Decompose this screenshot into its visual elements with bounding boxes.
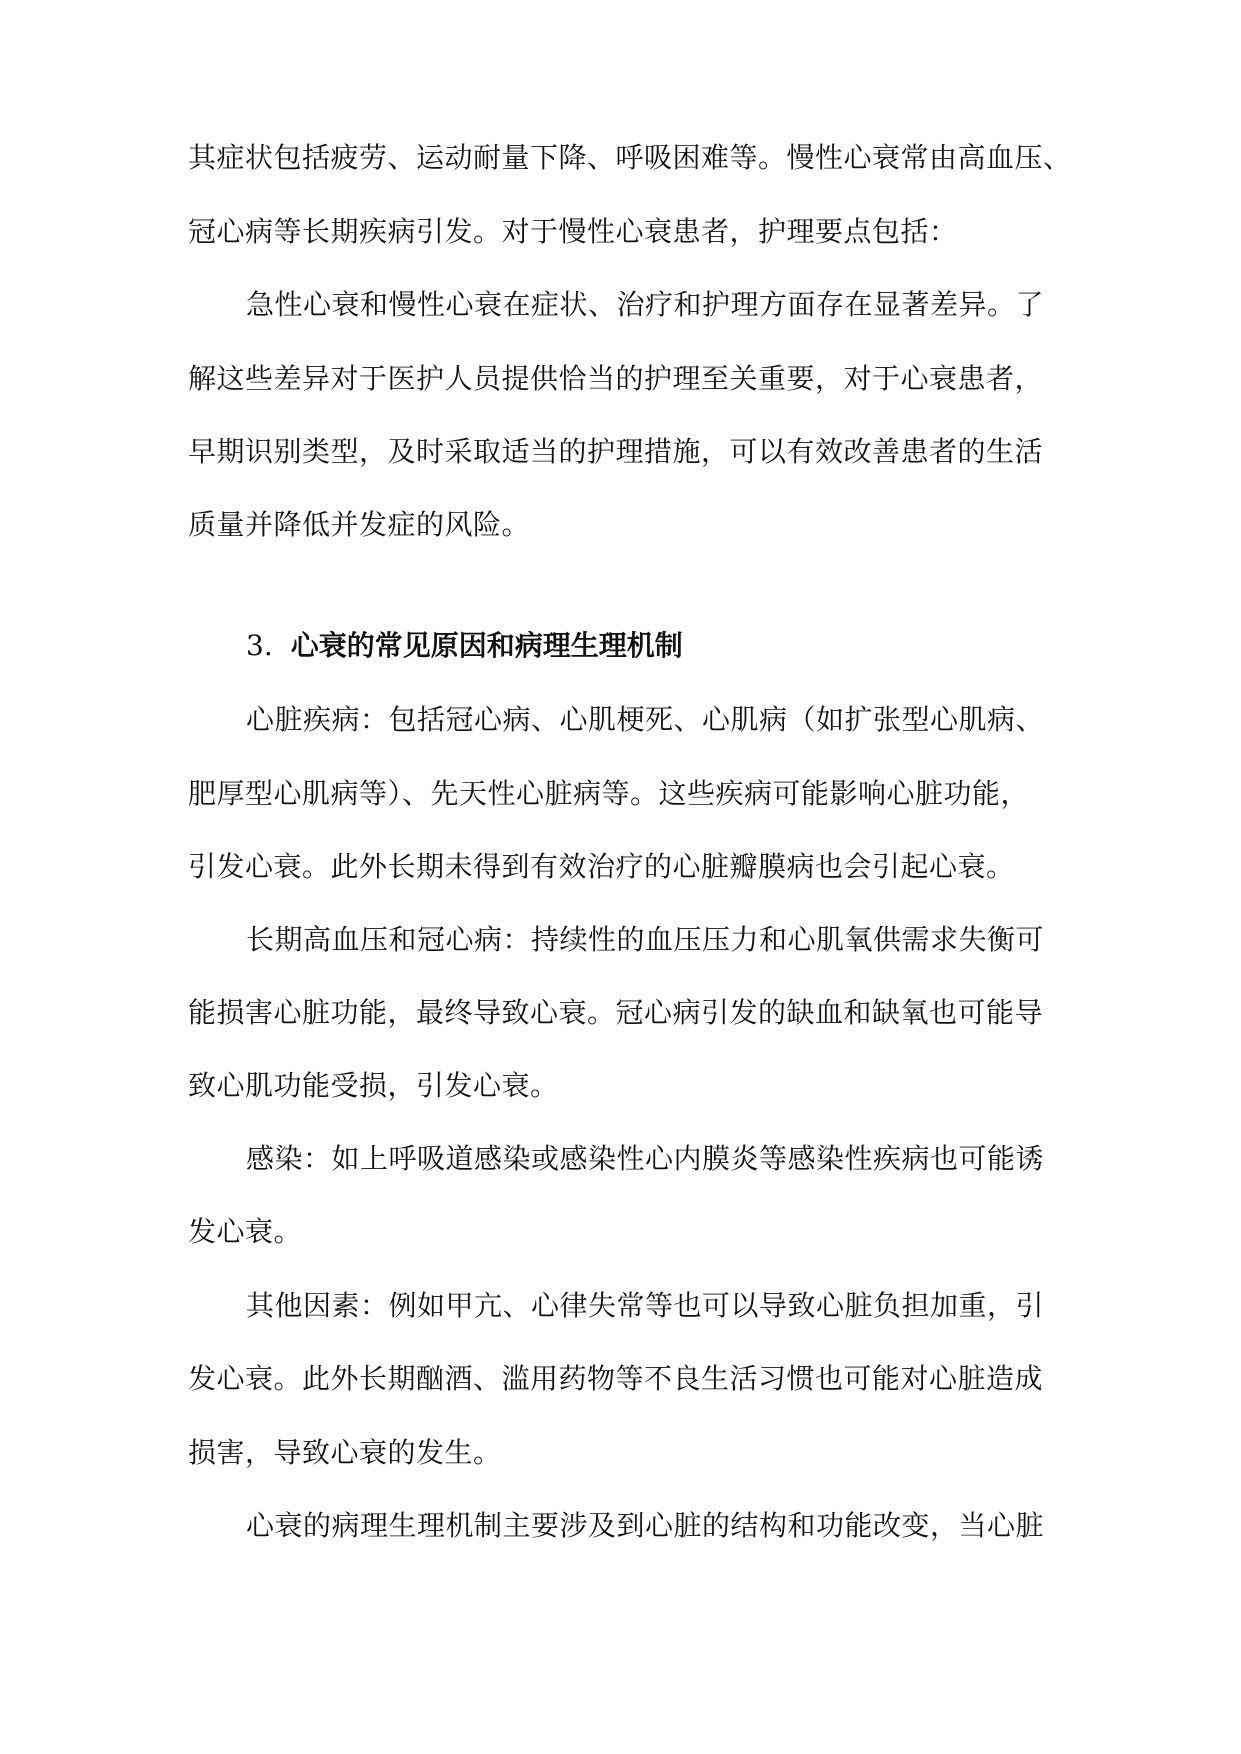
section-number: 3. — [246, 629, 273, 662]
paragraph-line: 其他因素：例如甲亢、心律失常等也可以导致心脏负担加重，引 — [246, 1289, 1045, 1322]
paragraph-line: 感染：如上呼吸道感染或感染性心内膜炎等感染性疾病也可能诱 — [246, 1142, 1045, 1175]
paragraph-line: 质量并降低并发症的风险。 — [188, 508, 531, 541]
paragraph-line: 解这些差异对于医护人员提供恰当的护理至关重要，对于心衰患者， — [188, 362, 1044, 395]
paragraph-line: 引发心衰。此外长期未得到有效治疗的心脏瓣膜病也会引起心衰。 — [188, 850, 1015, 883]
paragraph-line: 长期高血压和冠心病：持续性的血压压力和心肌氧供需求失衡可 — [246, 923, 1045, 956]
paragraph-line: 早期识别类型，及时采取适当的护理措施，可以有效改善患者的生活 — [188, 435, 1044, 468]
paragraph-line: 肥厚型心肌病等）、先天性心脏病等。这些疾病可能影响心脏功能， — [188, 777, 1030, 810]
paragraph-line: 致心肌功能受损，引发心衰。 — [188, 1069, 559, 1102]
paragraph-line: 其症状包括疲劳、运动耐量下降、呼吸困难等。慢性心衰常由高血压、 — [188, 141, 1072, 174]
paragraph-line: 心脏疾病：包括冠心病、心肌梗死、心肌病（如扩张型心肌病、 — [246, 703, 1045, 736]
section-heading — [246, 628, 683, 664]
section-title: 心衰的常见原因和病理生理机制 — [290, 629, 683, 662]
paragraph-line: 冠心病等长期疾病引发。对于慢性心衰患者，护理要点包括： — [188, 215, 958, 248]
paragraph-line: 发心衰。 — [188, 1215, 303, 1248]
paragraph-line: 急性心衰和慢性心衰在症状、治疗和护理方面存在显著差异。了 — [246, 288, 1045, 321]
paragraph-line: 心衰的病理生理机制主要涉及到心脏的结构和功能改变，当心脏 — [246, 1509, 1045, 1542]
paragraph-line: 损害，导致心衰的发生。 — [188, 1436, 502, 1469]
paragraph-line: 发心衰。此外长期酗酒、滥用药物等不良生活习惯也可能对心脏造成 — [188, 1362, 1044, 1395]
paragraph-line: 能损害心脏功能，最终导致心衰。冠心病引发的缺血和缺氧也可能导 — [188, 996, 1044, 1029]
